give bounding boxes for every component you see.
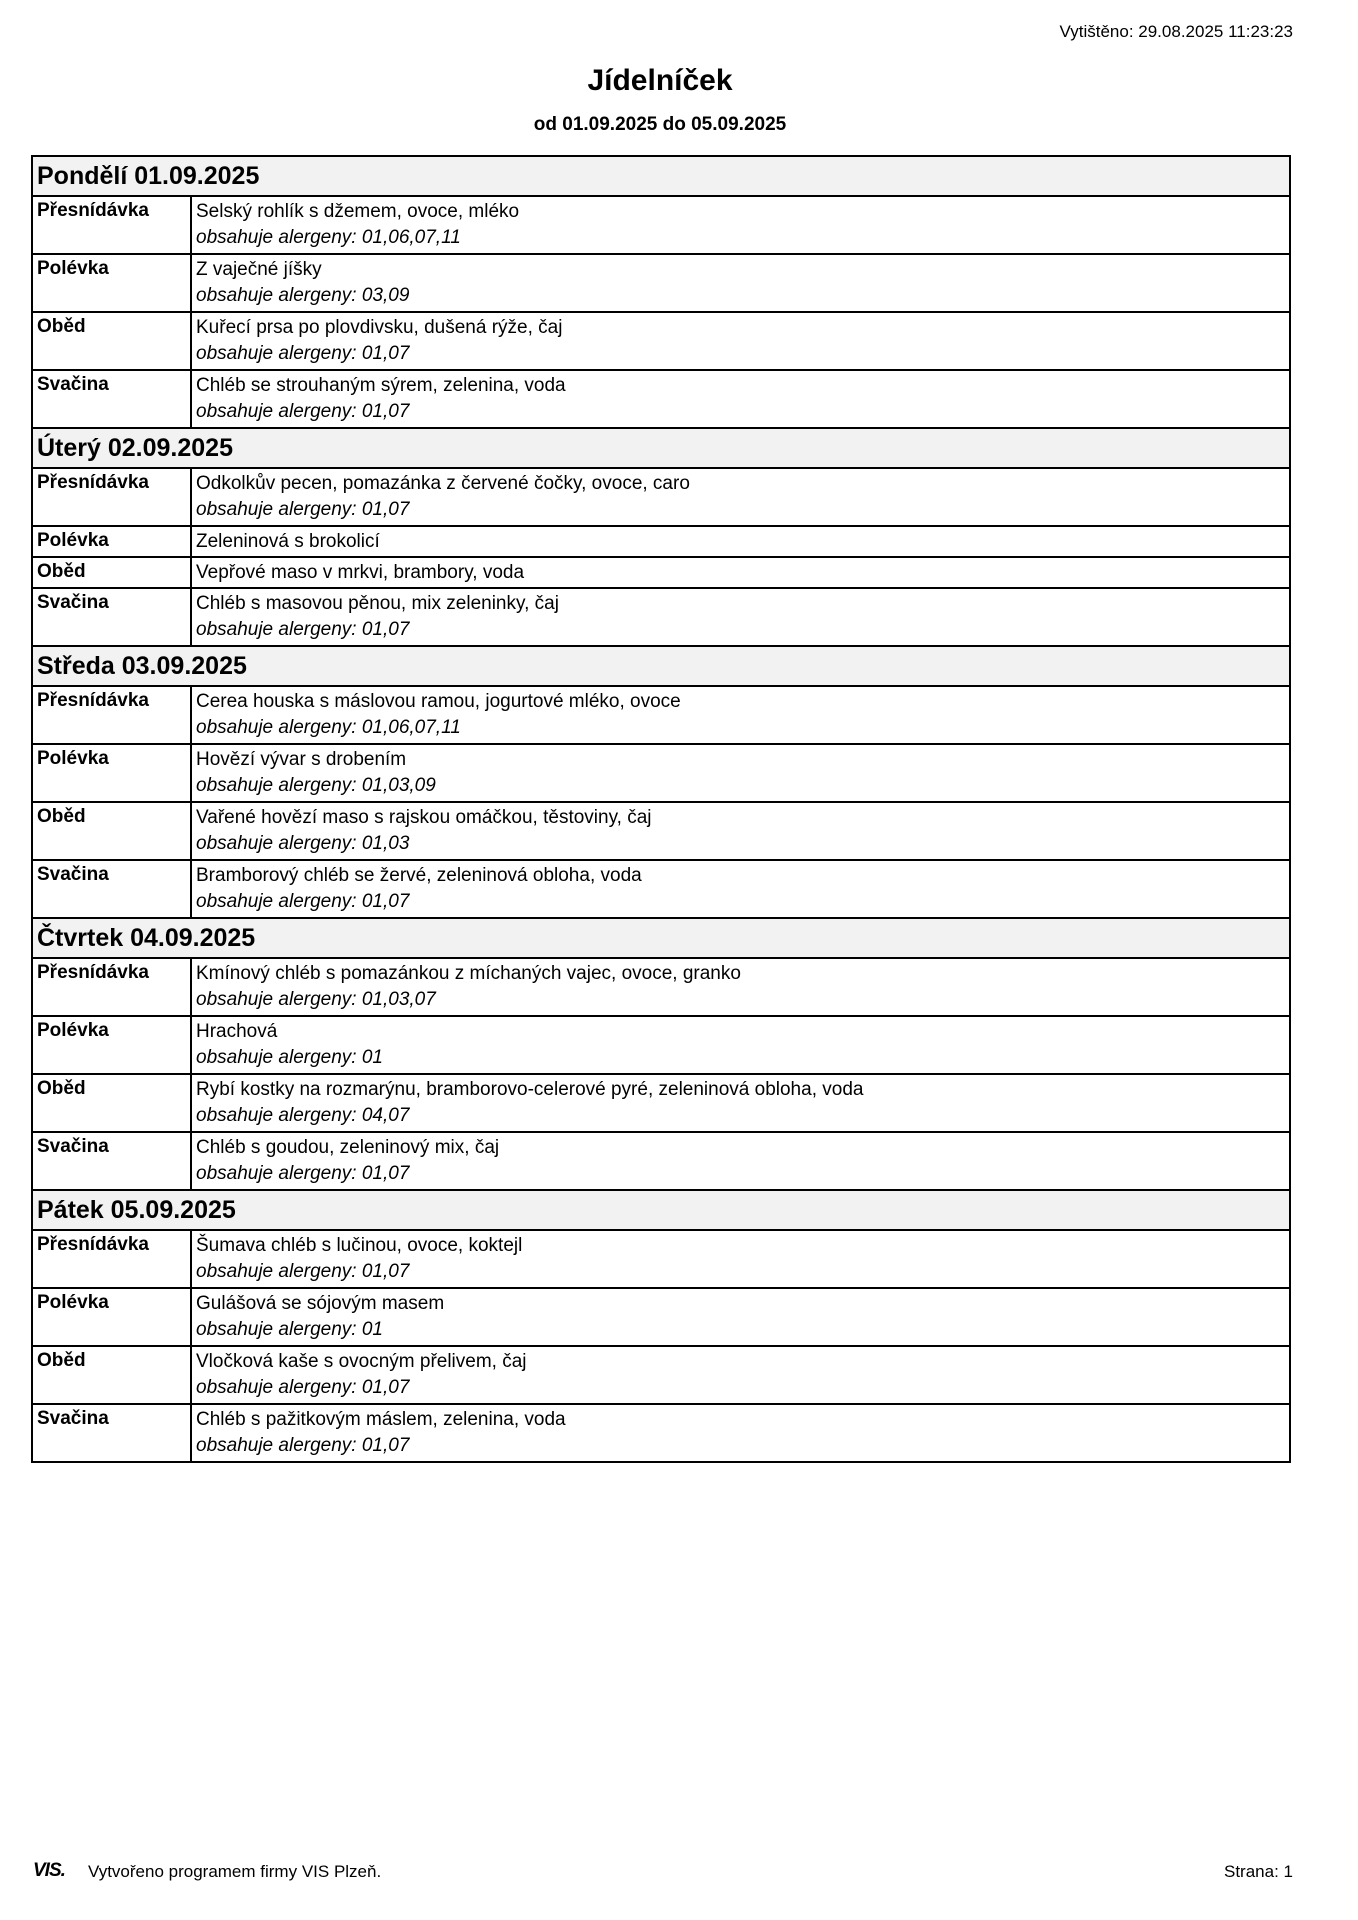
dish-name: Hrachová <box>196 1021 278 1042</box>
dish-name: Rybí kostky na rozmarýnu, bramborovo-celerové pyré, zeleninová obloha, voda <box>196 1079 864 1100</box>
allergen-note: obsahuje alergeny: 03,09 <box>196 285 410 306</box>
meal-row <box>33 371 1289 429</box>
day-header: Pátek 05.09.2025 <box>33 1191 1289 1231</box>
meal-content <box>192 861 1289 917</box>
allergen-note: obsahuje alergeny: 01,03,07 <box>196 989 436 1010</box>
page-title: Jídelníček <box>587 64 733 97</box>
meal-row <box>33 1405 1289 1463</box>
meal-row <box>33 1075 1289 1133</box>
allergen-note: obsahuje alergeny: 01,07 <box>196 619 410 640</box>
allergen-note: obsahuje alergeny: 01,07 <box>196 891 410 912</box>
allergen-note: obsahuje alergeny: 01,06,07,11 <box>196 227 461 248</box>
meal-content <box>192 1133 1289 1189</box>
meal-label: Polévka <box>33 1289 192 1345</box>
allergen-note: obsahuje alergeny: 01,07 <box>196 1163 410 1184</box>
meal-content <box>192 803 1289 859</box>
day-header: Úterý 02.09.2025 <box>33 429 1289 469</box>
meal-row <box>33 558 1289 589</box>
dish-name: Bramborový chléb se žervé, zeleninová obloha, voda <box>196 865 642 886</box>
allergen-note: obsahuje alergeny: 01,06,07,11 <box>196 717 461 738</box>
meal-content <box>192 371 1289 427</box>
meal-row <box>33 803 1289 861</box>
allergen-note: obsahuje alergeny: 01,07 <box>196 401 410 422</box>
dish-name: Zeleninová s brokolicí <box>196 531 380 552</box>
meal-row <box>33 255 1289 313</box>
meal-row <box>33 1017 1289 1075</box>
meal-label: Oběd <box>33 558 192 587</box>
meal-content <box>192 1017 1289 1073</box>
meal-content <box>192 687 1289 743</box>
allergen-note: obsahuje alergeny: 01,03 <box>196 833 410 854</box>
meal-label: Oběd <box>33 313 192 369</box>
page-number: Strana: 1 <box>1224 1862 1293 1881</box>
meal-label: Polévka <box>33 745 192 801</box>
meal-content <box>192 313 1289 369</box>
dish-name: Kuřecí prsa po plovdivsku, dušená rýže, čaj <box>196 317 563 338</box>
meal-row <box>33 745 1289 803</box>
meal-row <box>33 197 1289 255</box>
meal-label: Oběd <box>33 803 192 859</box>
allergen-note: obsahuje alergeny: 01,07 <box>196 1435 410 1456</box>
meal-label: Přesnídávka <box>33 1231 192 1287</box>
dish-name: Z vaječné jíšky <box>196 259 322 280</box>
meal-label: Polévka <box>33 1017 192 1073</box>
meal-row <box>33 469 1289 527</box>
allergen-note: obsahuje alergeny: 01,07 <box>196 343 410 364</box>
allergen-note: obsahuje alergeny: 01 <box>196 1319 383 1340</box>
day-header: Čtvrtek 04.09.2025 <box>33 919 1289 959</box>
allergen-note: obsahuje alergeny: 01,07 <box>196 1377 410 1398</box>
menu-table <box>31 155 1291 1463</box>
meal-row <box>33 1231 1289 1289</box>
vis-logo: VIS. <box>33 1860 65 1881</box>
meal-content <box>192 197 1289 253</box>
allergen-note: obsahuje alergeny: 01,07 <box>196 499 410 520</box>
dish-name: Gulášová se sójovým masem <box>196 1293 445 1314</box>
dish-name: Chléb s goudou, zeleninový mix, čaj <box>196 1137 500 1158</box>
dish-name: Chléb s masovou pěnou, mix zeleninky, čaj <box>196 593 559 614</box>
date-range: od 01.09.2025 do 05.09.2025 <box>533 114 787 135</box>
meal-content <box>192 558 1289 587</box>
meal-row <box>33 1347 1289 1405</box>
dish-name: Chléb s pažitkovým máslem, zelenina, voda <box>196 1409 566 1430</box>
dish-name: Chléb se strouhaným sýrem, zelenina, voda <box>196 375 566 396</box>
meal-row <box>33 1133 1289 1191</box>
meal-content <box>192 959 1289 1015</box>
meal-label: Polévka <box>33 527 192 556</box>
meal-row <box>33 959 1289 1017</box>
meal-content <box>192 1289 1289 1345</box>
meal-label: Svačina <box>33 589 192 645</box>
meal-content <box>192 469 1289 525</box>
dish-name: Cerea houska s máslovou ramou, jogurtové mléko, ovoce <box>196 691 681 712</box>
meal-label: Svačina <box>33 1405 192 1461</box>
day-header: Pondělí 01.09.2025 <box>33 157 1289 197</box>
dish-name: Hovězí vývar s drobením <box>196 749 407 770</box>
dish-name: Vařené hovězí maso s rajskou omáčkou, těstoviny, čaj <box>196 807 652 828</box>
allergen-note: obsahuje alergeny: 04,07 <box>196 1105 410 1126</box>
dish-name: Selský rohlík s džemem, ovoce, mléko <box>196 201 520 222</box>
meal-label: Oběd <box>33 1075 192 1131</box>
meal-row <box>33 687 1289 745</box>
meal-row <box>33 861 1289 919</box>
meal-label: Svačina <box>33 371 192 427</box>
dish-name: Odkolkův pecen, pomazánka z červené čočky, ovoce, caro <box>196 473 690 494</box>
meal-label: Přesnídávka <box>33 197 192 253</box>
dish-name: Kmínový chléb s pomazánkou z míchaných vajec, ovoce, granko <box>196 963 741 984</box>
meal-row <box>33 527 1289 558</box>
meal-label: Svačina <box>33 1133 192 1189</box>
meal-label: Přesnídávka <box>33 469 192 525</box>
meal-label: Přesnídávka <box>33 687 192 743</box>
meal-content <box>192 255 1289 311</box>
meal-label: Svačina <box>33 861 192 917</box>
meal-label: Polévka <box>33 255 192 311</box>
meal-row <box>33 589 1289 647</box>
day-header: Středa 03.09.2025 <box>33 647 1289 687</box>
allergen-note: obsahuje alergeny: 01,03,09 <box>196 775 436 796</box>
meal-row <box>33 313 1289 371</box>
meal-content <box>192 1347 1289 1403</box>
allergen-note: obsahuje alergeny: 01,07 <box>196 1261 410 1282</box>
dish-name: Vepřové maso v mrkvi, brambory, voda <box>196 562 525 583</box>
meal-content <box>192 1075 1289 1131</box>
print-timestamp: Vytištěno: 29.08.2025 11:23:23 <box>1059 22 1293 41</box>
meal-content <box>192 527 1289 556</box>
meal-content <box>192 1231 1289 1287</box>
meal-content <box>192 745 1289 801</box>
dish-name: Šumava chléb s lučinou, ovoce, koktejl <box>196 1235 523 1256</box>
meal-row <box>33 1289 1289 1347</box>
meal-label: Oběd <box>33 1347 192 1403</box>
meal-content <box>192 1405 1289 1461</box>
dish-name: Vločková kaše s ovocným přelivem, čaj <box>196 1351 527 1372</box>
meal-content <box>192 589 1289 645</box>
meal-label: Přesnídávka <box>33 959 192 1015</box>
allergen-note: obsahuje alergeny: 01 <box>196 1047 383 1068</box>
footer-credit: Vytvořeno programem firmy VIS Plzeň. <box>88 1862 382 1881</box>
